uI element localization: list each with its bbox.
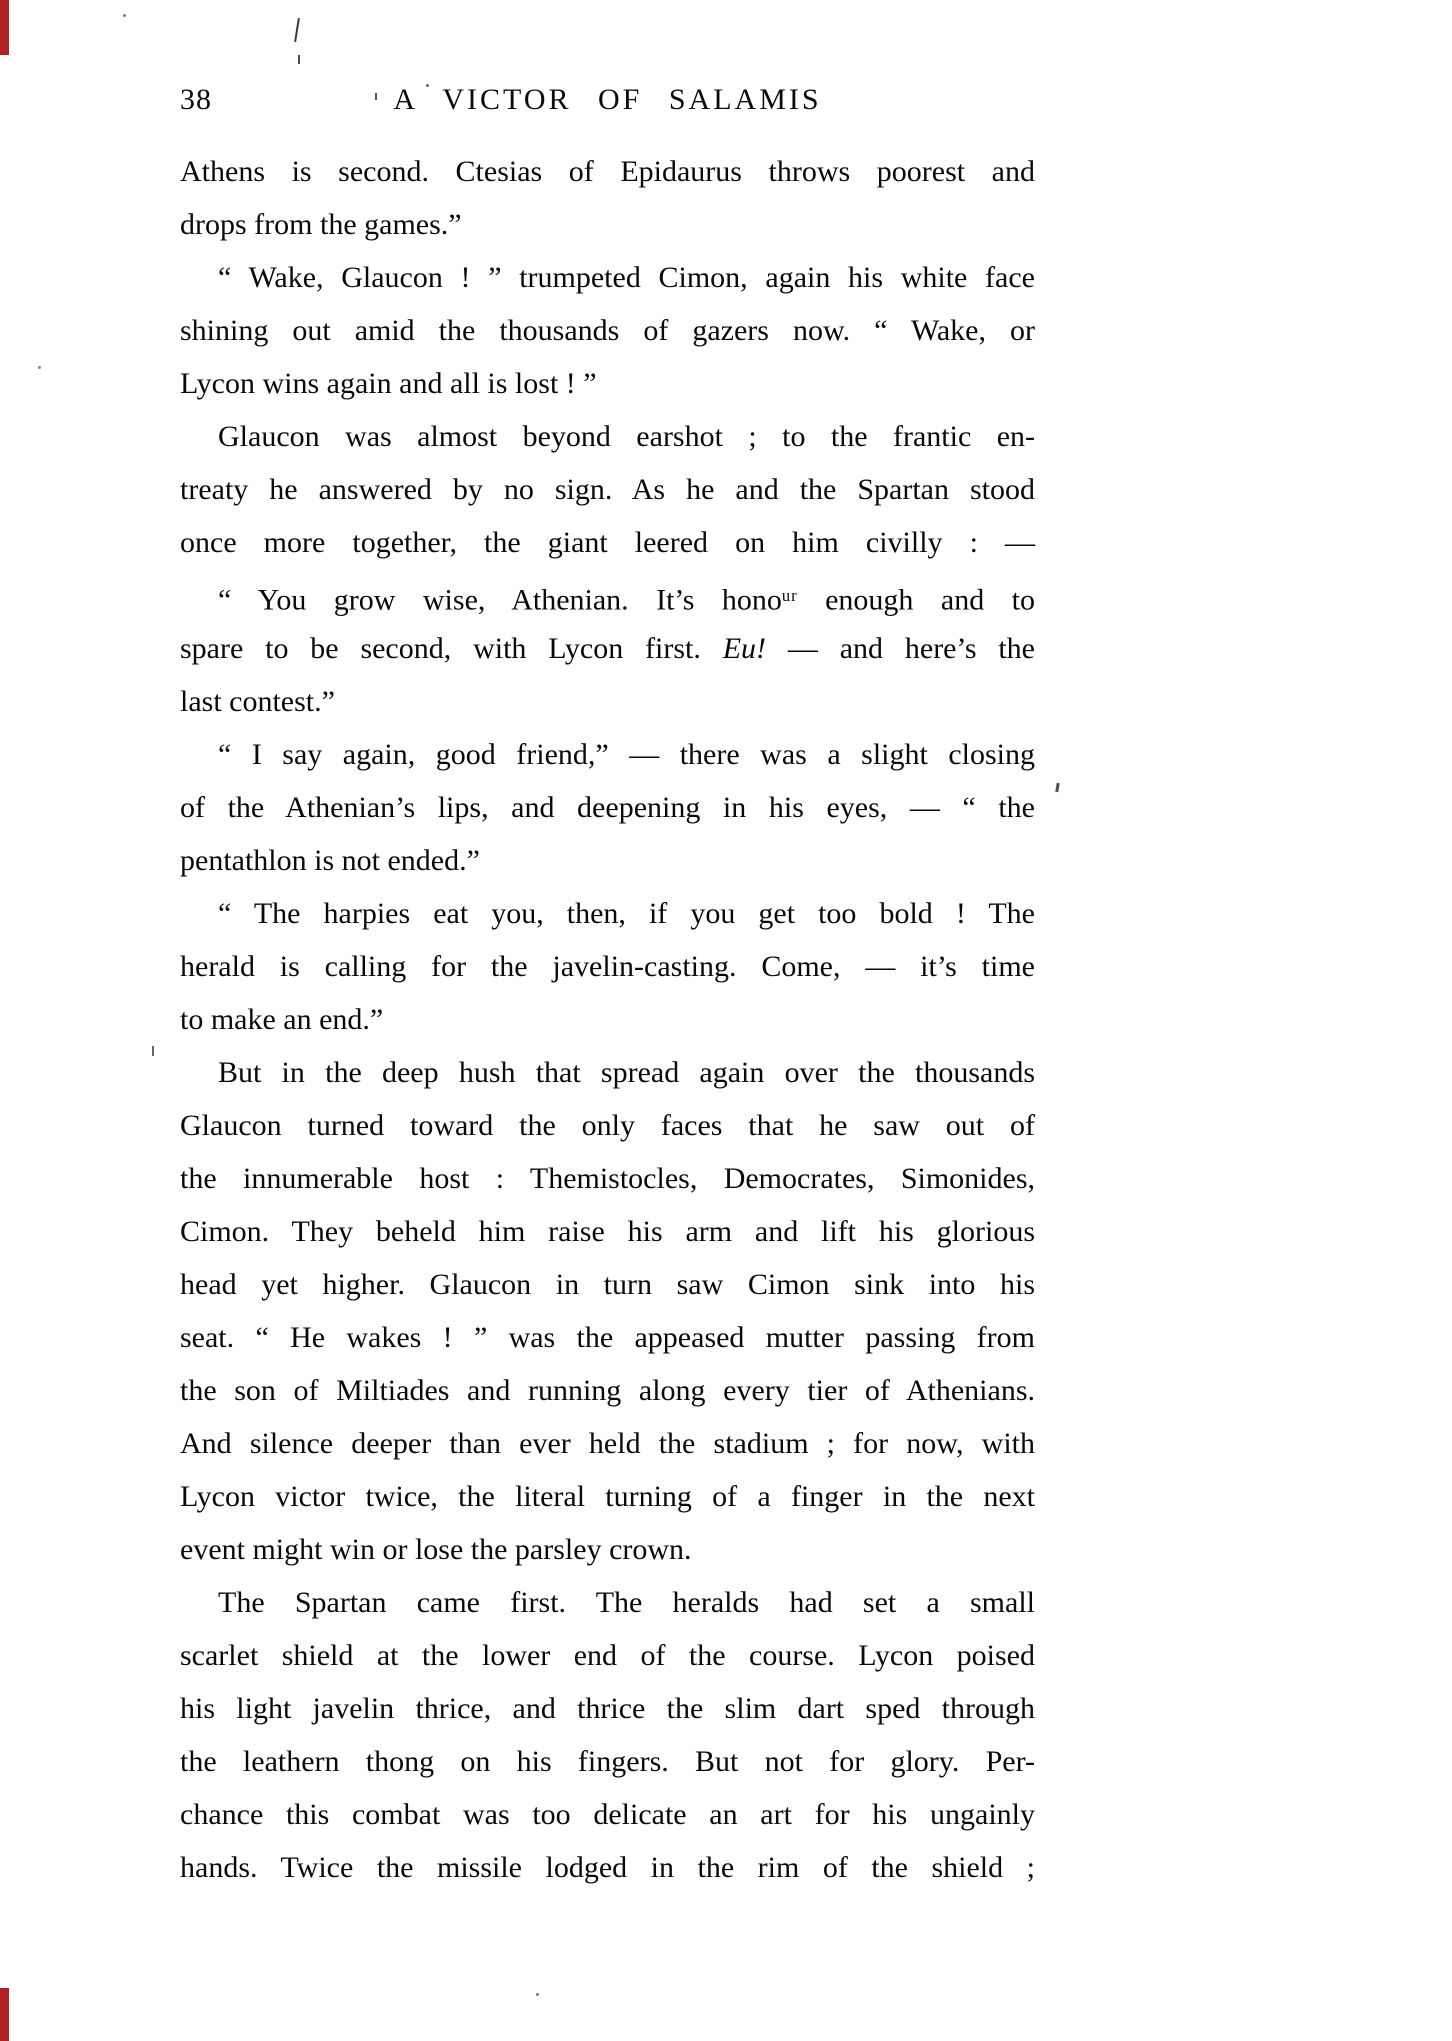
- page-number: 38: [180, 83, 212, 116]
- text-line: [180, 622, 1035, 675]
- text-line: Lycon victor twice, the literal turning of a finger in the next: [180, 1480, 1035, 1513]
- text-run: “ You grow wise, Athenian. It’s hono: [218, 583, 782, 617]
- text-line: chance this combat was too delicate an art for his ungainly: [180, 1798, 1035, 1831]
- text-line: hands. Twice the missile lodged in the rim of the shield ;: [180, 1851, 1035, 1884]
- text-line: But in the deep hush that spread again over the thousands: [218, 1056, 1035, 1089]
- text-line: last contest.”: [180, 685, 335, 718]
- text-line: Athens is second. Ctesias of Epidaurus throws poorest and: [180, 155, 1035, 188]
- text-line: head yet higher. Glaucon in turn saw Cimon sink into his: [180, 1268, 1035, 1301]
- text-line: once more together, the giant leered on him civilly : —: [180, 526, 1035, 559]
- text-line: shining out amid the thousands of gazers now. “ Wake, or: [180, 314, 1035, 347]
- red-edge-mark-top: [0, 0, 9, 55]
- italic-eu: Eu!: [722, 632, 767, 665]
- text-line: scarlet shield at the lower end of the course. Lycon poised: [180, 1639, 1035, 1672]
- text-run: enough and to: [797, 583, 1035, 617]
- red-edge-mark-bottom: [0, 1988, 9, 2041]
- scan-speck: [298, 55, 300, 64]
- text-line: “ I say again, good friend,” — there was a slight closing: [218, 738, 1035, 771]
- text-line: Glaucon turned toward the only faces that he saw out of: [180, 1109, 1035, 1142]
- text-line: Glaucon was almost beyond earshot ; to the frantic en-: [218, 420, 1035, 453]
- text-line: herald is calling for the javelin-casting. Come, — it’s time: [180, 950, 1035, 983]
- text-line: of the Athenian’s lips, and deepening in his eyes, — “ the: [180, 791, 1035, 824]
- running-title: A VICTOR OF SALAMIS: [393, 83, 822, 116]
- text-run: — and here’s the: [766, 632, 1035, 665]
- text-run: spare to be second, with Lycon first.: [180, 632, 723, 665]
- scan-speck: [294, 18, 300, 42]
- text-line: drops from the games.”: [180, 208, 462, 241]
- body-text: [180, 145, 1035, 1894]
- text-line: Cimon. They beheld him raise his arm and lift his glorious: [180, 1215, 1035, 1248]
- text-line: the leathern thong on his fingers. But not for glory. Per-: [180, 1745, 1035, 1778]
- text-line: seat. “ He wakes ! ” was the appeased mutter passing from: [180, 1321, 1035, 1354]
- text-line: “ Wake, Glaucon ! ” trumpeted Cimon, again his white face: [218, 261, 1035, 294]
- text-line: pentathlon is not ended.”: [180, 844, 480, 877]
- text-line: the innumerable host : Themistocles, Democrates, Simonides,: [180, 1162, 1035, 1195]
- scan-speck: [152, 1046, 154, 1056]
- text-line: treaty he answered by no sign. As he and the Spartan stood: [180, 473, 1035, 506]
- text-line: [180, 569, 1035, 622]
- scan-speck: [38, 366, 41, 369]
- text-line: And silence deeper than ever held the stadium ; for now, with: [180, 1427, 1035, 1460]
- superscript-ur: ur: [781, 586, 798, 605]
- page-header: [180, 80, 1035, 120]
- text-line: The Spartan came first. The heralds had set a small: [218, 1586, 1035, 1619]
- text-line: “ The harpies eat you, then, if you get too bold ! The: [218, 897, 1035, 930]
- scan-speck: [536, 1993, 539, 1996]
- text-line: his light javelin thrice, and thrice the slim dart sped through: [180, 1692, 1035, 1725]
- text-line: the son of Miltiades and running along every tier of Athenians.: [180, 1374, 1035, 1407]
- text-line: to make an end.”: [180, 1003, 384, 1036]
- text-line: Lycon wins again and all is lost ! ”: [180, 367, 597, 400]
- text-line: event might win or lose the parsley crown.: [180, 1533, 692, 1566]
- scan-speck: [1055, 783, 1060, 792]
- scan-speck: [123, 14, 126, 17]
